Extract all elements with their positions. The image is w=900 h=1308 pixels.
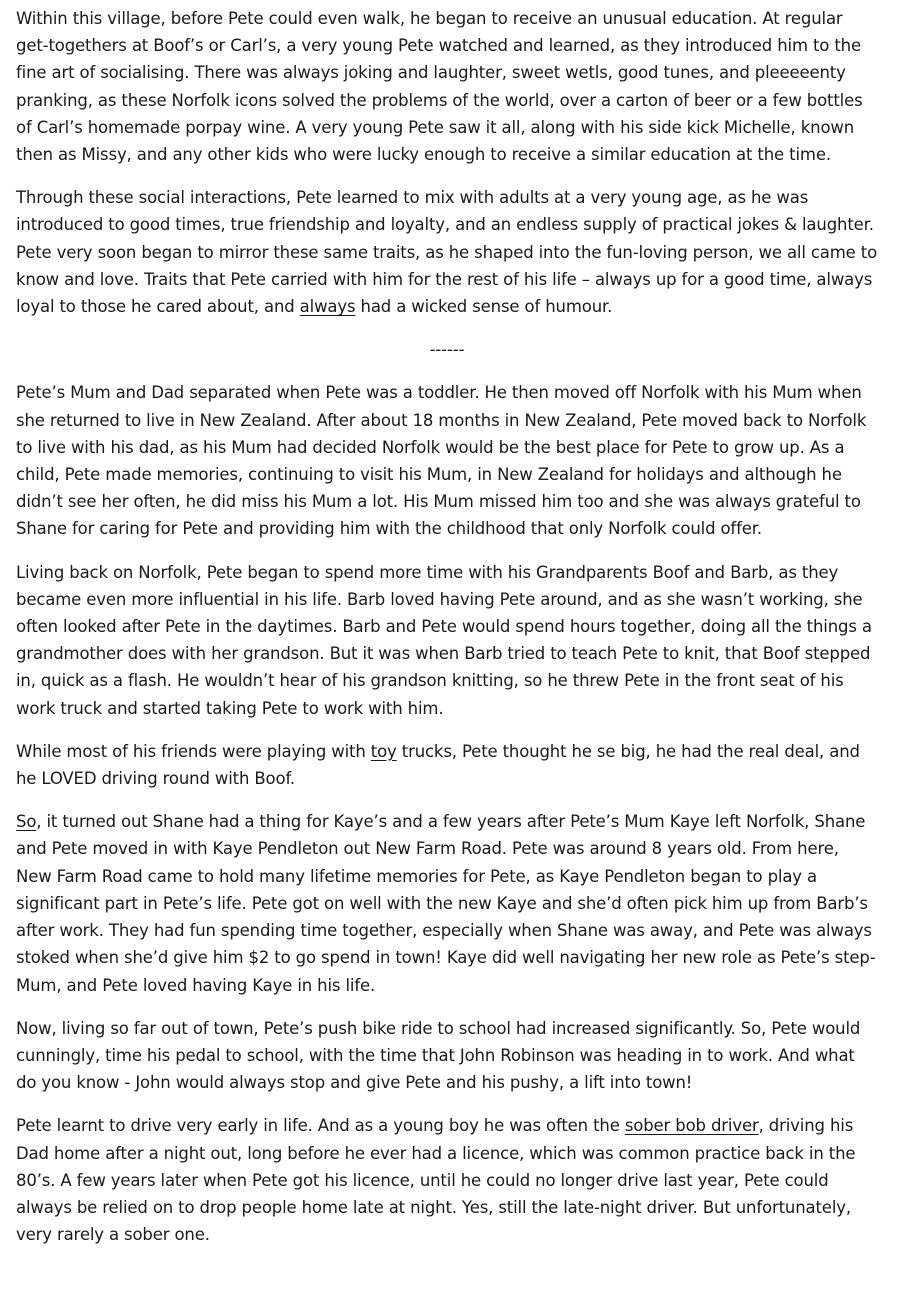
- paragraph-village-education: Within this village, before Pete could even walk, he began to receive an unusual education. At regular get-togethers at Boof’s or Carl’s, a very young Pete watched and learned, as they introduced him to the fine art of socialising. There was always joking and laughter, sweet wetls, good tunes, and pleeeeenty pranking, as these Norfolk icons solved the problems of the world, over a carton of beer or a few bottles of Carl’s homemade porpay wine. A very young Pete saw it all, along with his side kick Michelle, known then as Missy, and any other kids who were lucky enough to receive a similar education at the time.: [16, 9, 863, 165]
- paragraph-grandparents: Living back on Norfolk, Pete began to spend more time with his Grandparents Boof and Barb, as they became even more influential in his life. Barb loved having Pete around, and as she wasn’t working, she often looked after Pete in the daytimes. Barb and Pete would spend hours together, doing all the things a grandmother does with her grandson. But it was when Barb tried to teach Pete to knit, that Boof stepped in, quick as a flash. He wouldn’t hear of his grandson knitting, so he threw Pete in the front seat of his work truck and started taking Pete to work with him.: [16, 562, 872, 718]
- paragraph-learnt-to-drive: [16, 1112, 878, 1248]
- underlined-word-so: So: [16, 812, 37, 832]
- paragraph-text: , it turned out Shane had a thing for Kaye’s and a few years after Pete’s Mum Kaye left Norfolk, Shane and Pete moved in with Kaye Pendleton out New Farm Road. Pete was around 8 years old. From here, New Farm Road came to hold many lifetime memories for Pete, as Kaye Pendleton began to play a significant part in Pete’s life. Pete got on well with the new Kaye and she’d often pick him up from Barb’s after work. They had fun spending time together, especially when Shane was away, and Pete was always stoked when she’d give him $2 to go spend in town! Kaye did well navigating her new role as Pete’s step-Mum, and Pete loved having Kaye in his life.: [16, 812, 876, 995]
- section-separator: ------: [429, 340, 465, 360]
- paragraph-text: trucks, Pete thought he se big, he had the real deal, and he LOVED driving round with Boof.: [16, 741, 860, 789]
- paragraph-parents-separated: Pete’s Mum and Dad separated when Pete was a toddler. He then moved off Norfolk with his Mum when she returned to live in New Zealand. After about 18 months in New Zealand, Pete moved back to Norfolk to live with his dad, as his Mum had decided Norfolk would be the best place for Pete to grow up. As a child, Pete made memories, continuing to visit his Mum, in New Zealand for holidays and although he didn’t see her often, he did miss his Mum a lot. His Mum missed him too and she was always grateful to Shane for caring for Pete and providing him with the childhood that only Norfolk could offer.: [16, 383, 867, 539]
- underlined-word-toy: toy: [370, 741, 397, 761]
- paragraph-push-bike: Now, living so far out of town, Pete’s push bike ride to school had increased significantly. So, Pete would cunningly, time his pedal to school, with the time that John Robinson was heading in to work. And what do you know - John would always stop and give Pete and his pushy, a lift into town!: [16, 1018, 861, 1093]
- paragraph-social-interactions: [16, 184, 878, 320]
- underlined-phrase-sober-bob-driver: sober bob driver: [624, 1116, 759, 1136]
- paragraph-text: Pete learnt to drive very early in life. And as a young boy he was often the: [16, 1116, 625, 1136]
- document-page: [16, 5, 878, 1264]
- paragraph-text: had a wicked sense of humour.: [355, 297, 613, 317]
- paragraph-text: While most of his friends were playing with: [16, 741, 371, 761]
- paragraph-new-farm-road: [16, 808, 878, 998]
- underlined-word-always: always: [299, 297, 356, 317]
- paragraph-toy-trucks: [16, 738, 878, 792]
- paragraph-text: Through these social interactions, Pete learned to mix with adults at a very young age, as he was introduced to good times, true friendship and loyalty, and an endless supply of practical jokes & laughter. Pete very soon began to mirror these same traits, as he shaped into the fun-loving person, we all came to know and love. Traits that Pete carried with him for the rest of his life – always up for a good time, always loyal to those he cared about, and: [16, 188, 878, 317]
- paragraph-text: , driving his Dad home after a night out, long before he ever had a licence, which was common practice back in the 80’s. A few years later when Pete got his licence, until he could no longer drive last year, Pete could always be relied on to drop people home late at night. Yes, still the late-night driver. But unfortunately, very rarely a sober one.: [16, 1116, 856, 1245]
